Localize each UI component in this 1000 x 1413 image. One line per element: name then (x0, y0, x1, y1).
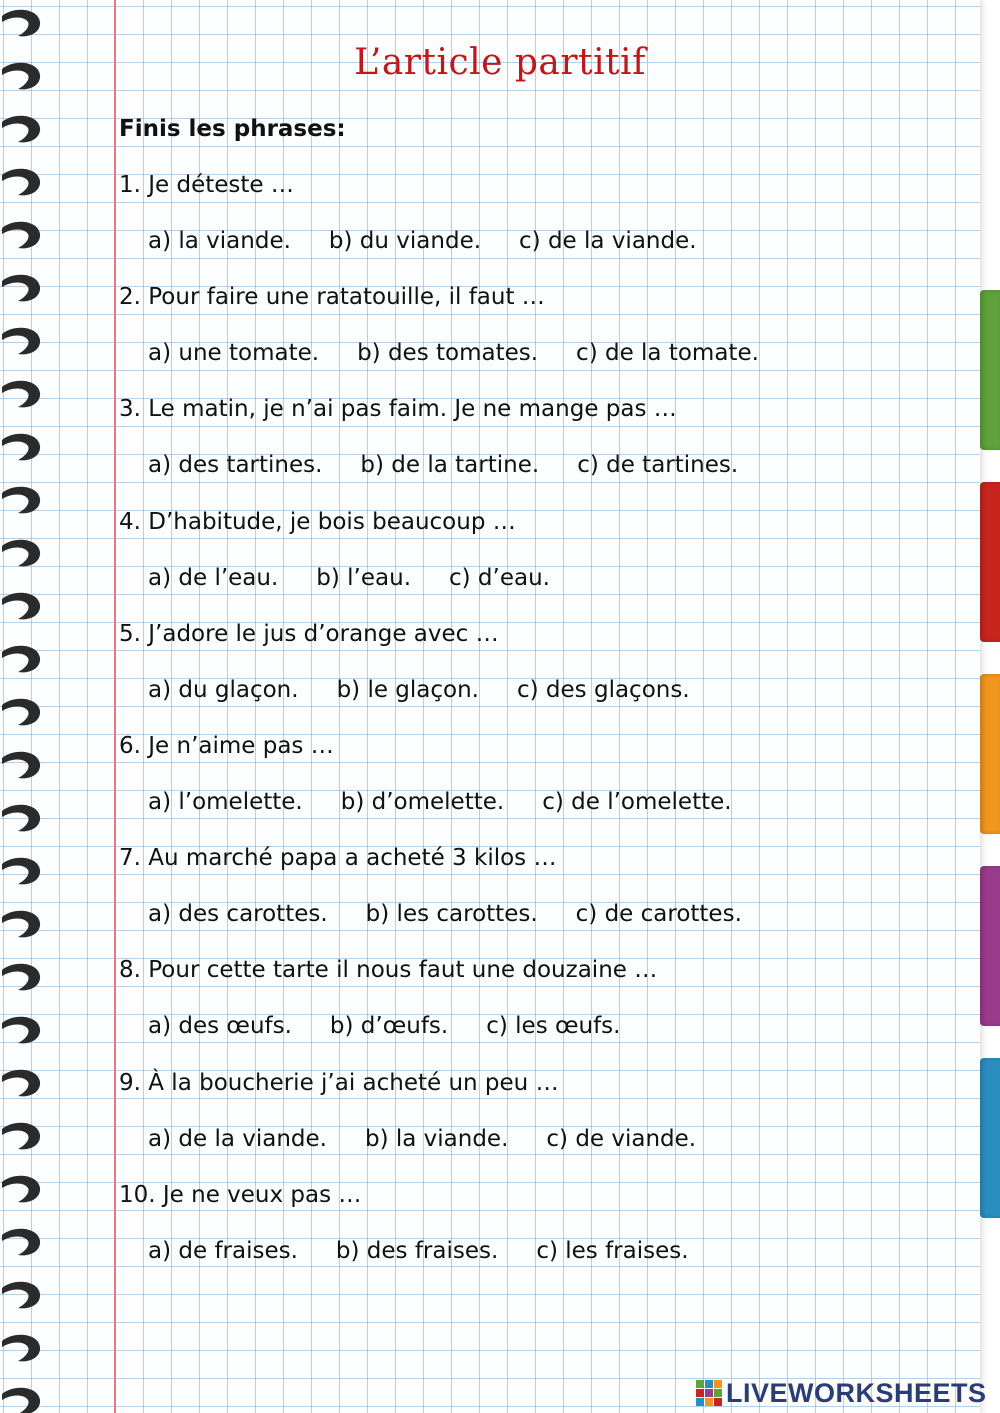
option-c[interactable]: c) de carottes. (575, 901, 742, 927)
option-c[interactable]: c) de l’omelette. (542, 789, 732, 815)
option-a[interactable]: a) du glaçon. (148, 677, 299, 703)
spiral-ring (2, 1335, 40, 1362)
spiral-ring (2, 1123, 40, 1150)
spiral-ring (2, 487, 40, 514)
option-c[interactable]: c) de la viande. (519, 228, 697, 254)
option-a[interactable]: a) l’omelette. (148, 789, 303, 815)
spiral-ring (2, 964, 40, 991)
option-b[interactable]: b) l’eau. (316, 565, 411, 591)
option-c[interactable]: c) des glaçons. (517, 677, 690, 703)
spiral-ring (2, 858, 40, 885)
liveworksheets-logo (696, 1376, 987, 1410)
question-5-options (148, 677, 728, 703)
question-9-options (148, 1126, 734, 1152)
spiral-ring (2, 540, 40, 567)
option-a[interactable]: a) la viande. (148, 228, 291, 254)
spiral-ring (2, 222, 40, 249)
question-2-options (148, 340, 797, 366)
option-c[interactable]: c) de tartines. (577, 452, 739, 478)
question-3: 3. Le matin, je n’ai pas faim. Je ne mange pas … (119, 396, 677, 422)
question-7-options (148, 901, 780, 927)
spiral-ring (2, 1017, 40, 1044)
tab-red (980, 482, 1000, 642)
question-4-options (148, 565, 588, 591)
spiral-ring (2, 1229, 40, 1256)
option-a[interactable]: a) de la viande. (148, 1126, 327, 1152)
liveworksheets-logo-icon (696, 1380, 722, 1406)
option-b[interactable]: b) d’œufs. (329, 1013, 449, 1039)
question-2: 2. Pour faire une ratatouille, il faut … (119, 284, 545, 310)
logo-text: LIVEWORKSHEETS (726, 1377, 987, 1408)
question-1-options (148, 228, 735, 254)
spiral-ring (2, 328, 40, 355)
spiral-ring (2, 911, 40, 938)
spiral-ring (2, 116, 40, 143)
option-b[interactable]: b) les carottes. (365, 901, 538, 927)
option-b[interactable]: b) du viande. (328, 228, 482, 254)
spiral-ring (2, 381, 40, 408)
question-1: 1. Je déteste … (119, 172, 294, 198)
option-b[interactable]: b) des fraises. (335, 1238, 499, 1264)
margin-line (114, 0, 116, 1413)
page-tabs (978, 0, 1000, 1413)
question-4: 4. D’habitude, je bois beaucoup … (119, 509, 516, 535)
question-3-options (148, 452, 776, 478)
spiral-ring (2, 10, 40, 37)
spiral-ring (2, 646, 40, 673)
spiral-ring (2, 805, 40, 832)
option-b[interactable]: b) de la tartine. (360, 452, 540, 478)
spiral-ring (2, 699, 40, 726)
spiral-ring (2, 1282, 40, 1309)
spiral-ring (2, 275, 40, 302)
option-c[interactable]: c) les œufs. (486, 1013, 621, 1039)
spiral-ring (2, 1388, 40, 1413)
option-c[interactable]: c) de la tomate. (576, 340, 759, 366)
question-5: 5. J’adore le jus d’orange avec … (119, 621, 499, 647)
spiral-ring (2, 752, 40, 779)
option-a[interactable]: a) une tomate. (148, 340, 320, 366)
tab-green (980, 290, 1000, 450)
option-a[interactable]: a) des tartines. (148, 452, 323, 478)
option-c[interactable]: c) de viande. (546, 1126, 697, 1152)
spiral-binding (0, 0, 46, 1413)
spiral-ring (2, 1070, 40, 1097)
tab-purple (980, 866, 1000, 1026)
question-10-options (148, 1238, 727, 1264)
option-a[interactable]: a) de l’eau. (148, 565, 279, 591)
instruction: Finis les phrases: (119, 116, 346, 142)
option-a[interactable]: a) de fraises. (148, 1238, 298, 1264)
question-8-options (148, 1013, 658, 1039)
option-c[interactable]: c) les fraises. (536, 1238, 689, 1264)
question-8: 8. Pour cette tarte il nous faut une douzaine … (119, 957, 658, 983)
spiral-ring (2, 434, 40, 461)
option-b[interactable]: b) des tomates. (357, 340, 539, 366)
question-10: 10. Je ne veux pas … (119, 1182, 362, 1208)
question-9: 9. À la boucherie j’ai acheté un peu … (119, 1070, 559, 1096)
option-c[interactable]: c) d’eau. (449, 565, 550, 591)
option-b[interactable]: b) d’omelette. (340, 789, 505, 815)
question-6: 6. Je n’aime pas … (119, 733, 334, 759)
tab-blue (980, 1058, 1000, 1218)
option-a[interactable]: a) des œufs. (148, 1013, 292, 1039)
spiral-ring (2, 1176, 40, 1203)
page-title: L’article partitif (354, 42, 646, 83)
option-b[interactable]: b) le glaçon. (336, 677, 479, 703)
question-6-options (148, 789, 770, 815)
option-a[interactable]: a) des carottes. (148, 901, 328, 927)
tab-orange (980, 674, 1000, 834)
spiral-ring (2, 169, 40, 196)
question-7: 7. Au marché papa a acheté 3 kilos … (119, 845, 557, 871)
spiral-ring (2, 593, 40, 620)
option-b[interactable]: b) la viande. (364, 1126, 509, 1152)
